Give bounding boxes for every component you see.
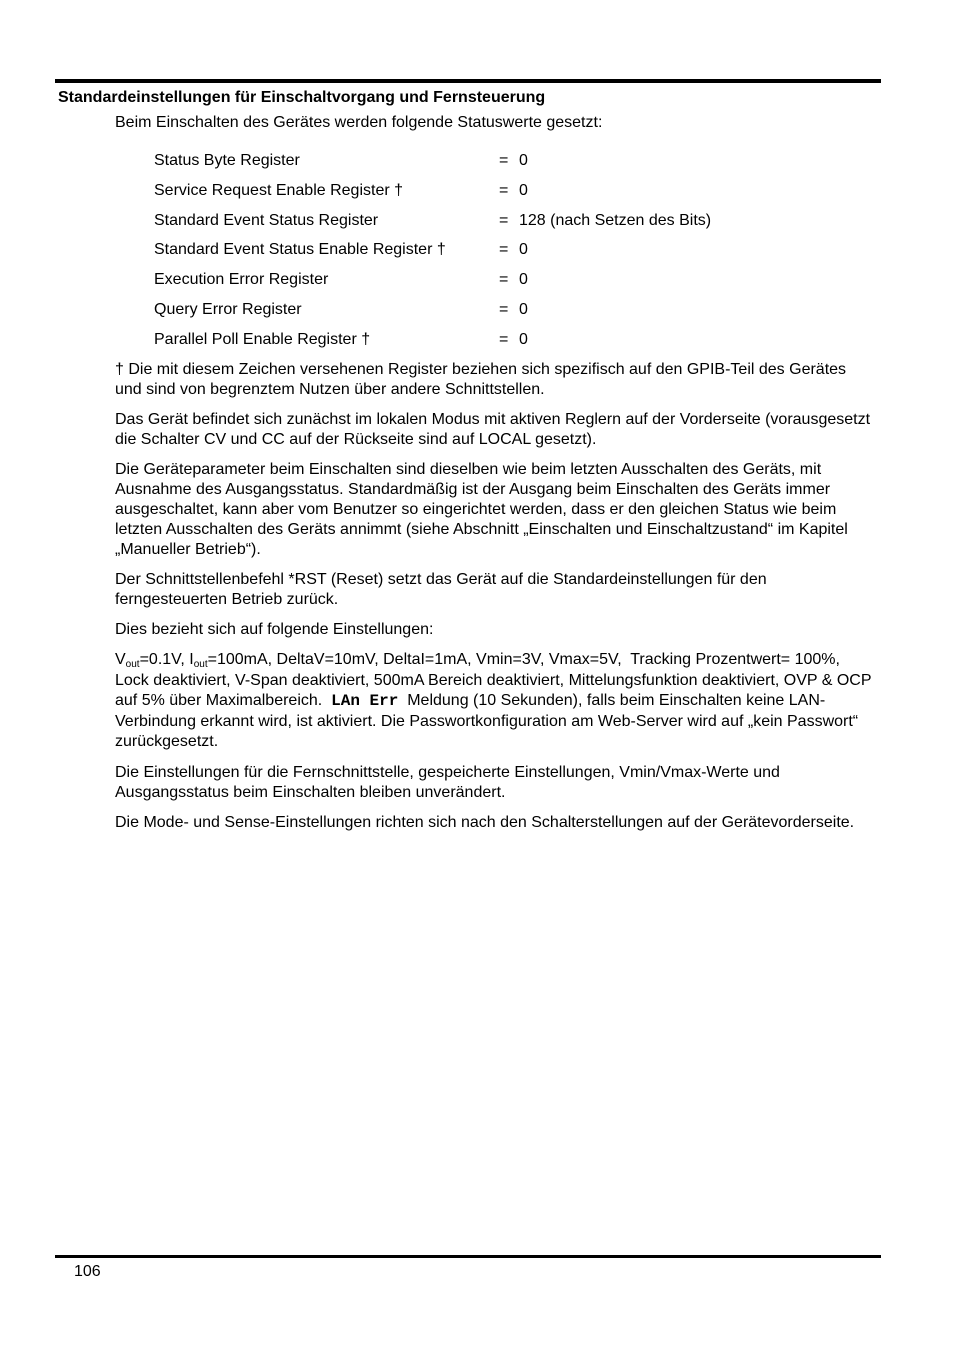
- equals-sign: =: [499, 330, 509, 348]
- register-row: [154, 150, 711, 180]
- register-row: [154, 269, 711, 299]
- register-row: [154, 239, 711, 269]
- equals-sign: =: [499, 181, 509, 199]
- register-value: 0: [519, 241, 528, 259]
- register-value: 0: [519, 271, 528, 289]
- body-text: [115, 360, 875, 843]
- settings-text-3: Meldung (10 Sekunden), falls beim Einschalten keine LAN-Verbindung erkannt wird, ist aktiviert. Die Passwortkonfiguration am Web-Server wird auf „kein Passwort“ zurückgesetzt.: [115, 692, 863, 750]
- rst-paragraph: Der Schnittstellenbefehl *RST (Reset) setzt das Gerät auf die Standardeinstellungen für den ferngesteuerten Betrieb zurück.: [115, 571, 767, 608]
- register-name: Standard Event Status Register: [154, 211, 379, 229]
- poweron-parameters-paragraph: Die Geräteparameter beim Einschalten sind dieselben wie beim letzten Ausschalten des Geräts, mit Ausnahme des Ausgangsstatus. Standardmäßig ist der Ausgang beim Einschalten des Geräts immer ausgeschaltet, kann aber vom Benutzer so eingerichtet werden, dass er den gleichen Status wie beim letzten Ausschalten des Geräts annimmt (siehe Abschnitt „Einschalten und Einschaltzustand“ im Kapitel „Manueller Betrieb“).: [115, 461, 848, 558]
- register-name: Query Error Register: [154, 300, 302, 318]
- register-name: Status Byte Register: [154, 152, 300, 169]
- unchanged-paragraph: Die Einstellungen für die Fernschnittstelle, gespeicherte Einstellungen, Vmin/Vmax-Werte und Ausgangsstatus beim Einschalten bleiben unverändert.: [115, 763, 780, 801]
- default-settings-paragraph: [115, 650, 875, 753]
- register-name: Service Request Enable Register †: [154, 181, 404, 199]
- iout-subscript: out: [193, 659, 208, 670]
- equals-sign: =: [499, 152, 509, 169]
- register-value: 0: [519, 152, 528, 169]
- register-value: 0: [519, 181, 528, 199]
- equals-sign: =: [499, 211, 509, 229]
- register-row: [154, 180, 711, 210]
- equals-sign: =: [499, 271, 509, 289]
- settings-text-2: =100mA, DeltaV=10mV, DeltaI=1mA, Vmin=3V, Vmax=5V, Tracking Prozentwert= 100%, Lock deaktiviert, V-Span deaktiviert, 500mA Bereich deaktiviert, Mittelungsfunktion deaktiviert, OVP & OCP auf 5% über Maximalbereich.: [115, 651, 876, 709]
- register-name: Standard Event Status Enable Register †: [154, 241, 446, 259]
- register-name: Parallel Poll Enable Register †: [154, 330, 371, 348]
- bottom-rule: [55, 1255, 881, 1258]
- intro-text: Beim Einschalten des Gerätes werden folgende Statuswerte gesetzt:: [115, 114, 603, 131]
- mode-sense-paragraph: Die Mode- und Sense-Einstellungen richten sich nach den Schalterstellungen auf der Gerätevorderseite.: [115, 813, 855, 831]
- equals-sign: =: [499, 300, 509, 318]
- equals-sign: =: [499, 241, 509, 259]
- lan-error-code: LAn Err: [331, 692, 399, 710]
- register-row: [154, 210, 711, 240]
- register-value: 0: [519, 300, 528, 318]
- applies-to-paragraph: Dies bezieht sich auf folgende Einstellungen:: [115, 621, 434, 638]
- register-value: 128 (nach Setzen des Bits): [519, 211, 712, 229]
- register-row: [154, 329, 711, 359]
- section-heading: Standardeinstellungen für Einschaltvorgang und Fernsteuerung: [58, 89, 546, 106]
- settings-text-1: =0.1V, I: [139, 651, 194, 668]
- dagger-footnote: † Die mit diesem Zeichen versehenen Register beziehen sich spezifisch auf den GPIB-Teil des Gerätes und sind von begrenztem Nutzen über andere Schnittstellen.: [115, 361, 847, 398]
- register-name: Execution Error Register: [154, 271, 329, 289]
- vout-symbol: V: [115, 651, 126, 668]
- register-row: [154, 299, 711, 329]
- local-mode-paragraph: Das Gerät befindet sich zunächst im lokalen Modus mit aktiven Reglern auf der Vorderseite (vorausgesetzt die Schalter CV und CC auf der Rückseite sind auf LOCAL gesetzt).: [115, 411, 871, 448]
- vout-subscript: out: [125, 659, 140, 670]
- top-rule: [55, 79, 881, 83]
- register-value: 0: [519, 330, 528, 348]
- page-number: 106: [74, 1263, 101, 1280]
- register-table: [154, 150, 711, 359]
